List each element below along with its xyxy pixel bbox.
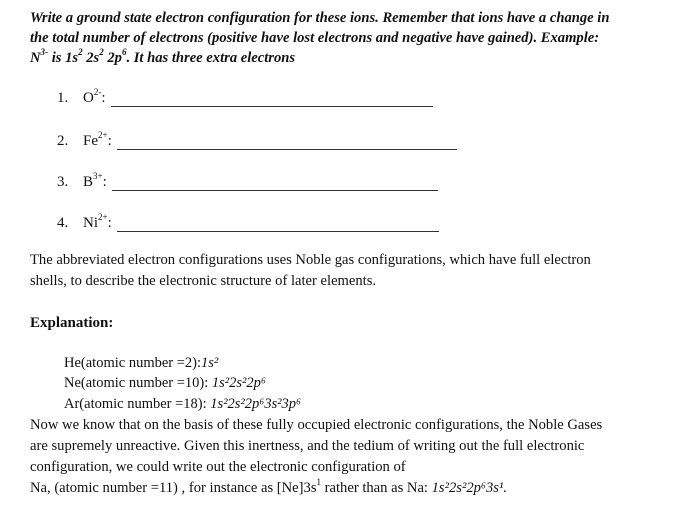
example-text-3: 2p — [103, 50, 122, 66]
answer-blank[interactable] — [117, 217, 439, 232]
ion-charge: 3+ — [93, 171, 103, 181]
answer-blank[interactable] — [112, 176, 438, 191]
question-number: 4. — [57, 215, 69, 231]
example-config: 1s² — [201, 355, 219, 371]
question-number: 2. — [57, 133, 69, 149]
closing-line-1: Now we know that on the basis of these fully occupied electronic configurations, the Noble Gases — [30, 417, 603, 433]
example-text-1: is 1s — [48, 50, 79, 66]
ion-charge: 2+ — [98, 130, 108, 140]
instructions — [30, 8, 680, 68]
question-1 — [57, 87, 433, 107]
example-label: Ar(atomic number =18): — [64, 396, 211, 412]
closing-line-4c: 1s²2s²2p⁶3s¹. — [431, 480, 507, 496]
example-sup-3: 6 — [121, 47, 127, 57]
question-ion: $B^{3+}$: — [83, 171, 107, 190]
example-config: 1s²2s²2p⁶3s²3p⁶ — [210, 396, 302, 412]
ion-charge: 2- — [93, 87, 102, 97]
instructions-line-2: the total number of electrons (positive have lost electrons and negative have gained). Example: — [30, 30, 600, 46]
answer-blank[interactable] — [117, 135, 457, 150]
example-config: 1s²2s²2p⁶ — [211, 375, 266, 391]
closing-sup: 1 — [316, 477, 321, 487]
example-label: Ne(atomic number =10): — [64, 375, 212, 391]
example-sup-2: 2 — [99, 47, 104, 57]
example-text-2: 2s — [82, 50, 100, 66]
example-charge: 3- — [40, 47, 49, 57]
ion-charge: 2+ — [98, 212, 108, 222]
question-ion: $Fe^{2+}$: — [83, 130, 112, 149]
noble-gas-paragraph — [30, 250, 660, 292]
ion-symbol: B — [83, 174, 94, 190]
example-text-4: . It has three extra electrons — [126, 50, 296, 66]
ion-symbol: O — [83, 90, 94, 106]
question-4 — [57, 212, 439, 232]
question-ion: $Ni^{2+}$: — [83, 212, 112, 231]
closing-line-4 — [30, 478, 680, 499]
example-he — [64, 355, 218, 372]
example-ne — [64, 375, 266, 392]
example-ar — [64, 396, 301, 413]
noble-paragraph-line-1: The abbreviated electron configurations uses Noble gas configurations, which have full electron — [30, 252, 591, 268]
question-2 — [57, 130, 457, 150]
instructions-line-1: Write a ground state electron configuration for these ions. Remember that ions have a change in — [30, 10, 610, 26]
example-label: He(atomic number =2): — [64, 355, 202, 371]
example-sup-1: 2 — [78, 47, 83, 57]
question-3 — [57, 171, 438, 191]
closing-paragraph — [30, 415, 680, 499]
instructions-example — [30, 48, 680, 68]
answer-blank[interactable] — [111, 92, 433, 107]
ion-symbol: Fe — [83, 133, 98, 149]
ion-symbol: Ni — [83, 215, 98, 231]
closing-line-3: configuration, we could write out the electronic configuration of — [30, 459, 406, 475]
question-number: 1. — [57, 90, 69, 106]
question-number: 3. — [57, 174, 69, 190]
question-ion: $O^{2-}$: — [83, 87, 106, 106]
closing-line-4b: rather than as Na: — [321, 480, 432, 496]
explanation-title: Explanation: — [30, 315, 114, 331]
noble-paragraph-line-2: shells, to describe the electronic structure of later elements. — [30, 273, 377, 289]
closing-line-2: are supremely unreactive. Given this inertness, and the tedium of writing out the full electronic — [30, 438, 585, 454]
closing-line-4a: Na, (atomic number =11) , for instance as [Ne]3s — [30, 480, 317, 496]
example-symbol: N — [30, 50, 41, 66]
